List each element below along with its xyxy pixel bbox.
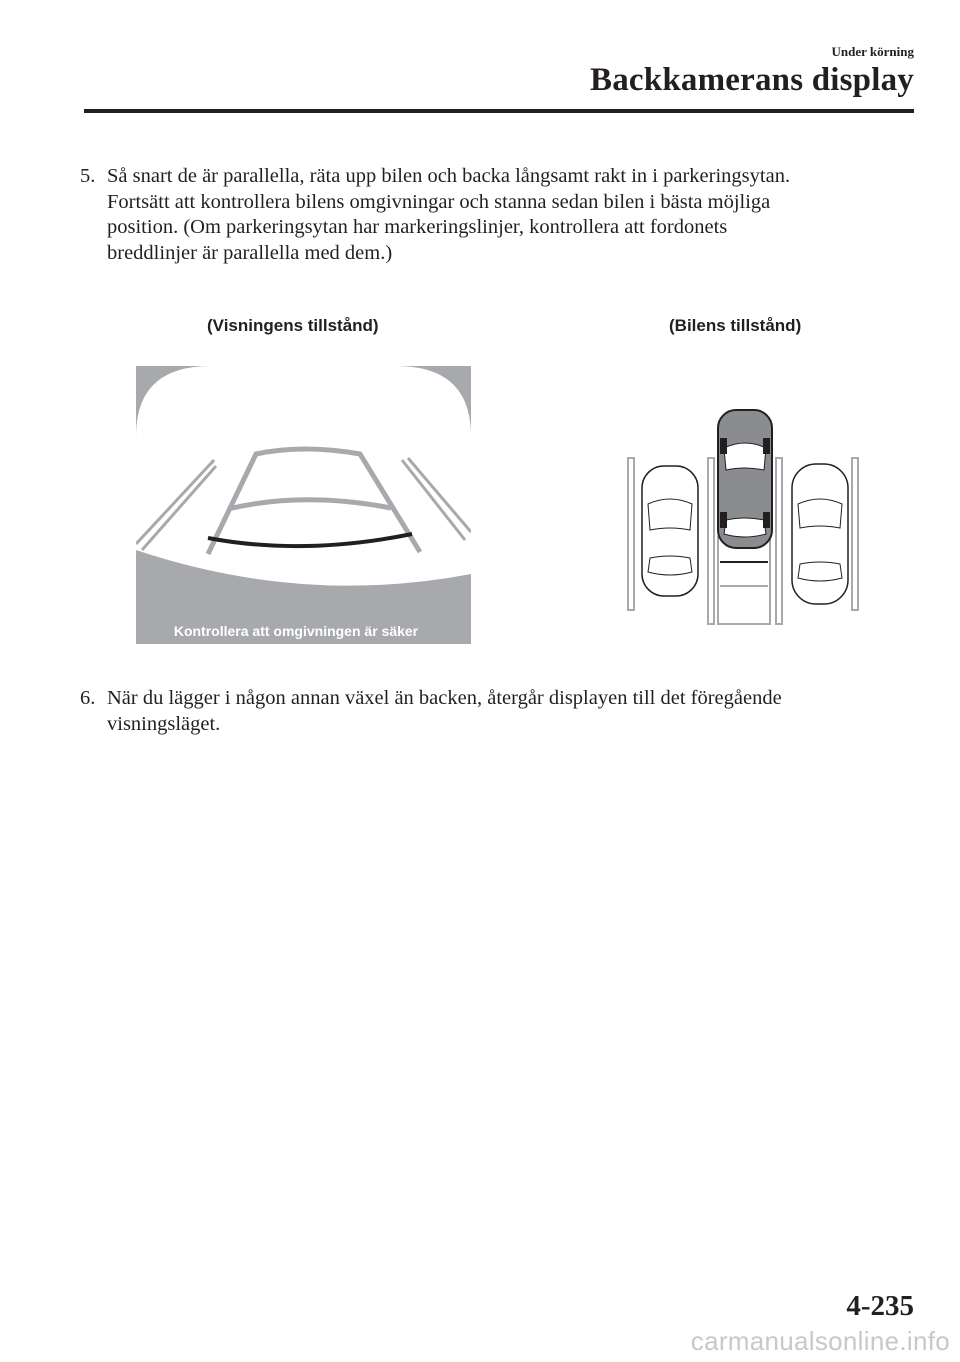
- parking-line-right: [852, 458, 858, 610]
- step-text-line: Så snart de är parallella, räta upp bilen och backa långsamt rakt in i parkeringsytan.: [107, 165, 791, 187]
- parking-line: [776, 458, 782, 624]
- step-text-line: position. (Om parkeringsytan har markeringslinjer, kontrollera att fordonets: [107, 216, 728, 238]
- parked-car-right: [792, 464, 848, 604]
- step-text-line: visningsläget.: [107, 712, 221, 735]
- page-title: Backkamerans display: [590, 62, 914, 98]
- vehicle-caption: (Bilens tillstånd): [669, 316, 802, 335]
- camera-display-illustration: [136, 366, 471, 644]
- parking-line-left: [628, 458, 634, 610]
- header-rule: [84, 109, 914, 113]
- step-5: [80, 164, 900, 266]
- page-number: 4-235: [846, 1290, 914, 1322]
- step-6: [80, 686, 900, 737]
- parking-space: [718, 536, 770, 624]
- parking-line: [708, 458, 714, 624]
- display-caption: (Visningens tillstånd): [207, 316, 379, 335]
- step-text-line: breddlinjer är parallella med dem.): [107, 241, 393, 264]
- parking-illustration: [622, 408, 862, 628]
- camera-view-area: [136, 366, 471, 586]
- section-header: Under körning: [831, 44, 914, 59]
- step-text-line: När du lägger i någon annan växel än backen, återgår displayen till det föregående: [107, 687, 782, 709]
- reversing-car: [718, 410, 772, 548]
- step-number: 5.: [80, 165, 96, 187]
- parked-car-left: [642, 466, 698, 596]
- screen-message: Kontrollera att omgivningen är säker: [173, 623, 419, 639]
- step-text-line: Fortsätt att kontrollera bilens omgivningar och stanna sedan bilen i bästa möjliga: [107, 190, 771, 213]
- watermark: carmanualsonline.info: [690, 1326, 950, 1356]
- step-number: 6.: [80, 687, 96, 709]
